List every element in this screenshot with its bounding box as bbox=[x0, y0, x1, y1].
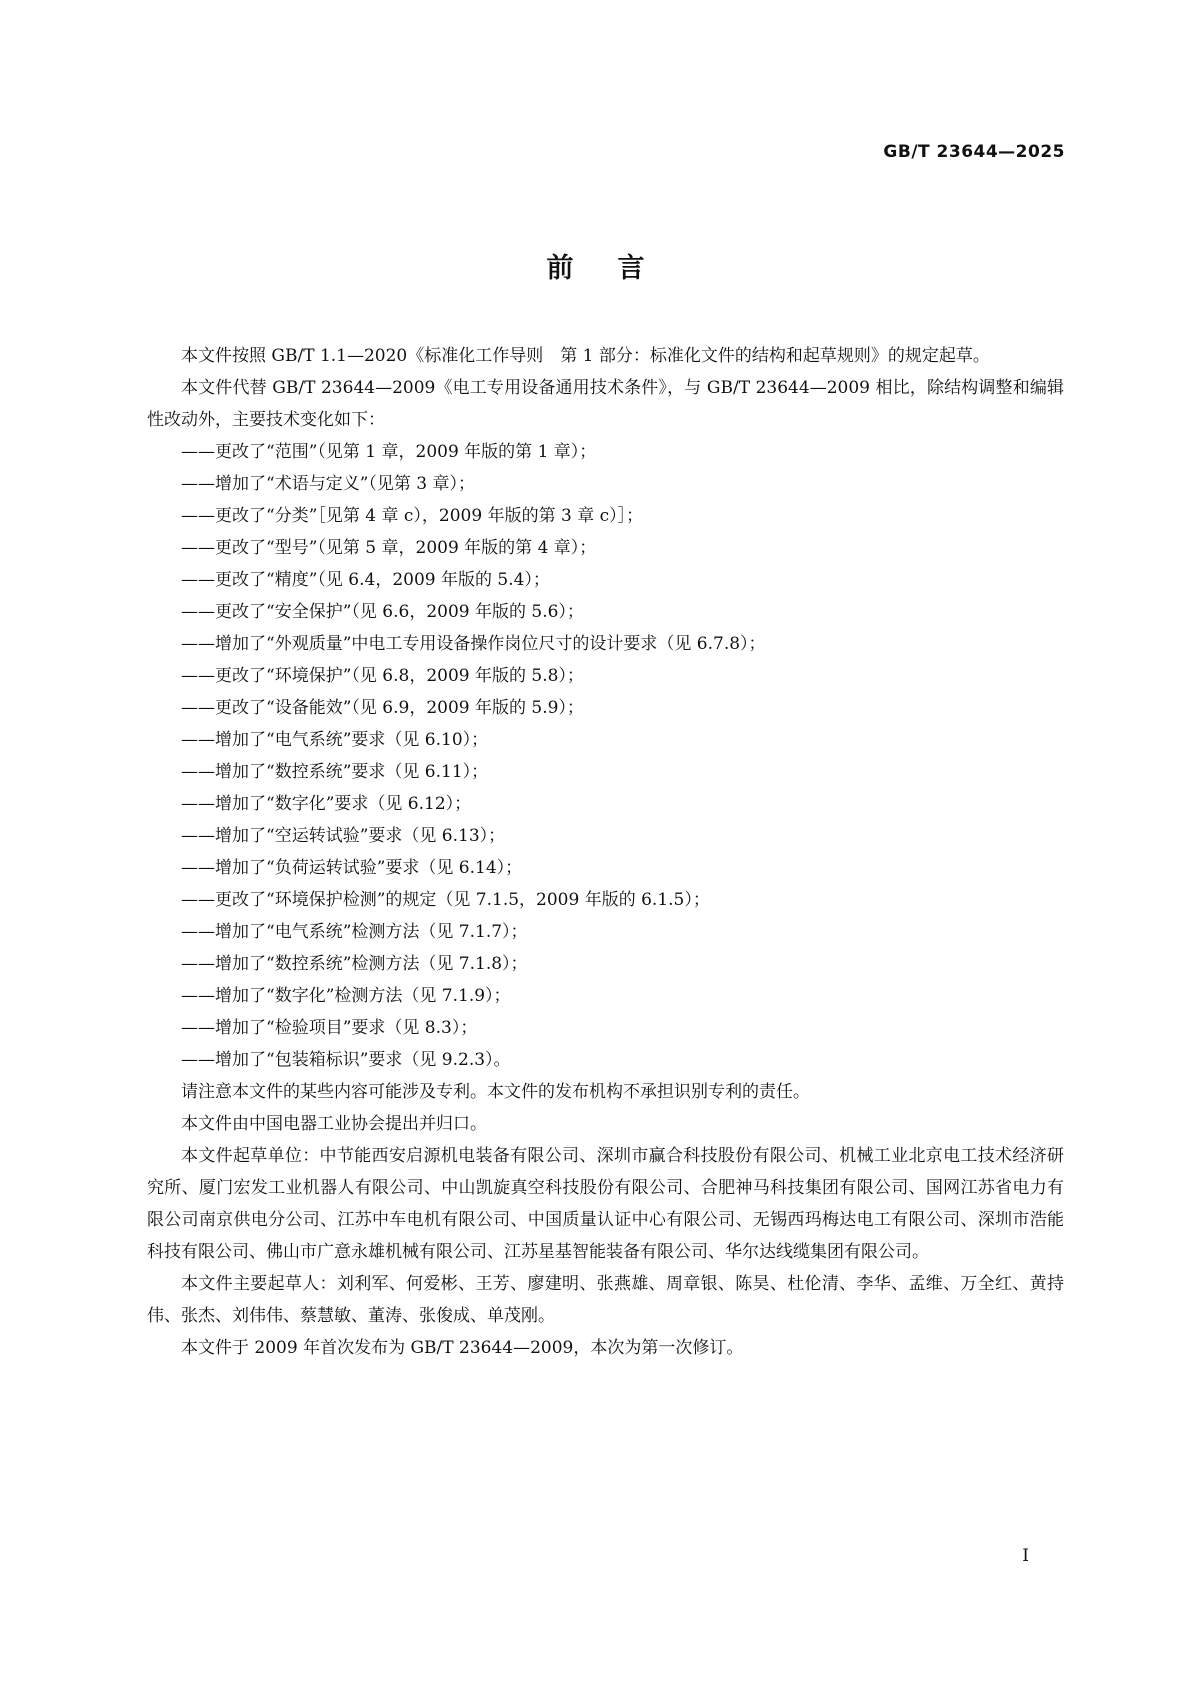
list-item: ——更改了“型号”（见第 5 章，2009 年版的第 4 章）； bbox=[181, 538, 597, 558]
list-item: ——更改了“环境保护检测”的规定（见 7.1.5，2009 年版的 6.1.5）； bbox=[181, 890, 710, 910]
list-item: ——更改了“范围”（见第 1 章，2009 年版的第 1 章）； bbox=[181, 442, 597, 462]
paragraph-patent-notice: 请注意本文件的某些内容可能涉及专利。本文件的发布机构不承担识别专利的责任。 bbox=[181, 1082, 810, 1102]
paragraph-proposer: 本文件由中国电器工业协会提出并归口。 bbox=[181, 1114, 487, 1134]
list-item: ——更改了“安全保护”（见 6.6，2009 年版的 5.6）； bbox=[181, 602, 584, 622]
list-item: ——增加了“数控系统”要求（见 6.11）； bbox=[181, 762, 489, 782]
list-item: ——更改了“环境保护”（见 6.8，2009 年版的 5.8）； bbox=[181, 666, 584, 686]
list-item: ——增加了“术语与定义”（见第 3 章）； bbox=[181, 474, 476, 494]
paragraph-drafters: 本文件主要起草人：刘利军、何爱彬、王芳、廖建明、张燕雄、周章银、陈昊、杜伦清、李华、孟维、万全红、黄持伟、张杰、刘伟伟、蔡慧敏、董涛、张俊成、单茂刚。 bbox=[147, 1274, 1064, 1326]
technical-changes-list bbox=[147, 436, 1064, 1076]
list-item: ——增加了“电气系统”要求（见 6.10）； bbox=[181, 730, 489, 750]
paragraph-drafting-rules: 本文件按照 GB/T 1.1—2020《标准化工作导则 第 1 部分：标准化文件的结构和起草规则》的规定起草。 bbox=[181, 346, 990, 366]
list-item: ——增加了“包装箱标识”要求（见 9.2.3）。 bbox=[181, 1050, 511, 1070]
list-item: ——更改了“精度”（见 6.4，2009 年版的 5.4）； bbox=[181, 570, 550, 590]
paragraph-drafting-units: 本文件起草单位：中节能西安启源机电装备有限公司、深圳市赢合科技股份有限公司、机械工业北京电工技术经济研究所、厦门宏发工业机器人有限公司、中山凯旋真空科技股份有限公司、合肥神马科技集团有限公司、国网江苏省电力有限公司南京供电分公司、江苏中车电机有限公司、中国质量认证中心有限公司、无锡西玛梅达电工有限公司、深圳市浩能科技有限公司、佛山市广意永雄机械有限公司、江苏星基智能装备有限公司、华尔达线缆集团有限公司。 bbox=[147, 1146, 1064, 1262]
list-item: ——增加了“负荷运转试验”要求（见 6.14）； bbox=[181, 858, 523, 878]
list-item: ——增加了“数字化”要求（见 6.12）； bbox=[181, 794, 472, 814]
list-item: ——增加了“电气系统”检测方法（见 7.1.7）； bbox=[181, 922, 528, 942]
list-item: ——增加了“检验项目”要求（见 8.3）； bbox=[181, 1018, 478, 1038]
list-item: ——增加了“数控系统”检测方法（见 7.1.8）； bbox=[181, 954, 528, 974]
list-item: ——增加了“外观质量”中电工专用设备操作岗位尺寸的设计要求（见 6.7.8）； bbox=[181, 634, 766, 654]
list-item: ——增加了“数字化”检测方法（见 7.1.9）； bbox=[181, 986, 511, 1006]
page-number: I bbox=[1022, 1546, 1029, 1566]
standard-number: GB/T 23644—2025 bbox=[883, 142, 1065, 162]
paragraph-replacement: 本文件代替 GB/T 23644—2009《电工专用设备通用技术条件》，与 GB/T 23644—2009 相比，除结构调整和编辑性改动外，主要技术变化如下： bbox=[147, 378, 1064, 430]
foreword-body bbox=[147, 340, 1064, 1364]
paragraph-history: 本文件于 2009 年首次发布为 GB/T 23644—2009，本次为第一次修订。 bbox=[181, 1338, 744, 1358]
list-item: ——更改了“分类”［见第 4 章 c），2009 年版的第 3 章 c）］； bbox=[181, 506, 644, 526]
list-item: ——增加了“空运转试验”要求（见 6.13）； bbox=[181, 826, 506, 846]
list-item: ——更改了“设备能效”（见 6.9，2009 年版的 5.9）； bbox=[181, 698, 584, 718]
page-title: 前言 bbox=[546, 253, 689, 284]
